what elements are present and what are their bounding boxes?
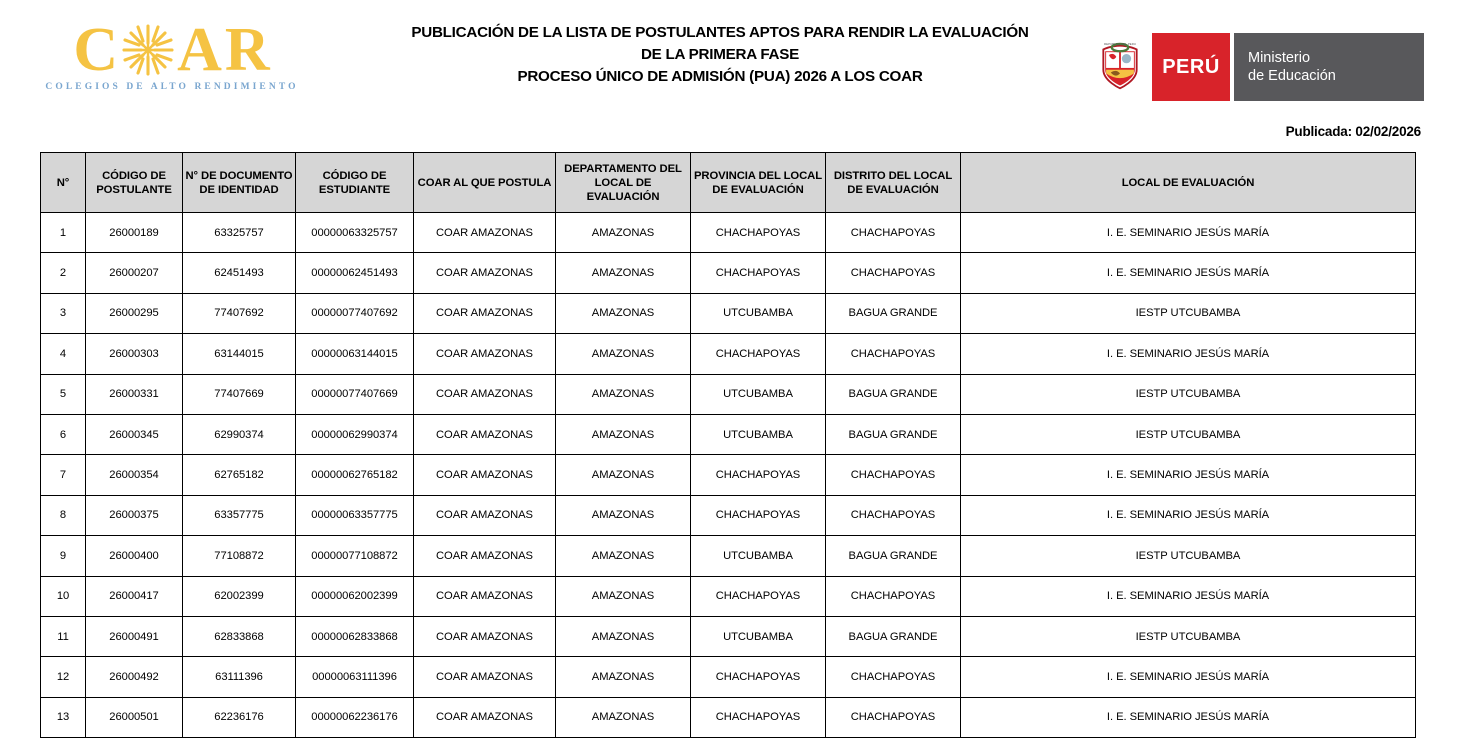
cell-provincia: CHACHAPOYAS (691, 657, 826, 697)
cell-codigo-estudiante: 00000063325757 (296, 213, 414, 253)
table-row (41, 455, 1416, 495)
cell-local-evaluacion: I. E. SEMINARIO JESÚS MARÍA (961, 657, 1416, 697)
cell-codigo-postulante: 26000400 (86, 536, 183, 576)
table-row (41, 657, 1416, 697)
cell-local-evaluacion: IESTP UTCUBAMBA (961, 616, 1416, 656)
cell-departamento: AMAZONAS (556, 576, 691, 616)
cell-distrito: BAGUA GRANDE (826, 536, 961, 576)
cell-codigo-estudiante: 00000062833868 (296, 616, 414, 656)
cell-distrito: BAGUA GRANDE (826, 414, 961, 454)
table-row (41, 697, 1416, 737)
cell-numero: 7 (41, 455, 86, 495)
cell-departamento: AMAZONAS (556, 414, 691, 454)
cell-local-evaluacion: IESTP UTCUBAMBA (961, 414, 1416, 454)
cell-numero: 5 (41, 374, 86, 414)
coar-letter-c: C (73, 16, 120, 84)
cell-departamento: AMAZONAS (556, 334, 691, 374)
cell-coar-postula: COAR AMAZONAS (414, 455, 556, 495)
cell-provincia: UTCUBAMBA (691, 616, 826, 656)
title-line-3: PROCESO ÚNICO DE ADMISIÓN (PUA) 2026 A LOS COAR (517, 68, 923, 85)
cell-numero: 11 (41, 616, 86, 656)
peru-label: PERÚ (1152, 33, 1230, 101)
cell-distrito: CHACHAPOYAS (826, 213, 961, 253)
cell-numero: 4 (41, 334, 86, 374)
cell-codigo-postulante: 26000295 (86, 293, 183, 333)
coar-wordmark (42, 16, 302, 84)
cell-provincia: UTCUBAMBA (691, 536, 826, 576)
cell-provincia: CHACHAPOYAS (691, 455, 826, 495)
cell-codigo-estudiante: 00000063357775 (296, 495, 414, 535)
cell-documento-identidad: 63144015 (183, 334, 296, 374)
page-header (0, 0, 1469, 118)
cell-documento-identidad: 62833868 (183, 616, 296, 656)
ministry-label (1234, 33, 1424, 101)
cell-codigo-estudiante: 00000063111396 (296, 657, 414, 697)
table-head (41, 153, 1416, 213)
table-row (41, 253, 1416, 293)
cell-codigo-estudiante: 00000077407669 (296, 374, 414, 414)
cell-codigo-estudiante: 00000062990374 (296, 414, 414, 454)
cell-provincia: CHACHAPOYAS (691, 697, 826, 737)
cell-local-evaluacion: I. E. SEMINARIO JESÚS MARÍA (961, 697, 1416, 737)
cell-local-evaluacion: I. E. SEMINARIO JESÚS MARÍA (961, 334, 1416, 374)
cell-local-evaluacion: IESTP UTCUBAMBA (961, 293, 1416, 333)
col-header-codigo-postulante: CÓDIGO DE POSTULANTE (86, 153, 183, 213)
cell-provincia: CHACHAPOYAS (691, 495, 826, 535)
cell-documento-identidad: 62236176 (183, 697, 296, 737)
cell-departamento: AMAZONAS (556, 253, 691, 293)
cell-coar-postula: COAR AMAZONAS (414, 414, 556, 454)
col-header-distrito: DISTRITO DEL LOCAL DE EVALUACIÓN (826, 153, 961, 213)
cell-codigo-postulante: 26000189 (86, 213, 183, 253)
cell-numero: 13 (41, 697, 86, 737)
col-header-documento-identidad: N° DE DOCUMENTO DE IDENTIDAD (183, 153, 296, 213)
cell-documento-identidad: 77407669 (183, 374, 296, 414)
coar-letter-r: R (224, 16, 271, 84)
cell-codigo-postulante: 26000354 (86, 455, 183, 495)
table-row (41, 213, 1416, 253)
cell-numero: 6 (41, 414, 86, 454)
cell-distrito: BAGUA GRANDE (826, 293, 961, 333)
ministry-line-1: Ministerio (1248, 50, 1311, 66)
cell-provincia: UTCUBAMBA (691, 414, 826, 454)
cell-departamento: AMAZONAS (556, 213, 691, 253)
cell-distrito: BAGUA GRANDE (826, 374, 961, 414)
svg-text:REPUBLICA DEL PERU: REPUBLICA DEL PERU (1103, 42, 1137, 47)
col-header-provincia: PROVINCIA DEL LOCAL DE EVALUACIÓN (691, 153, 826, 213)
table-row (41, 334, 1416, 374)
cell-departamento: AMAZONAS (556, 657, 691, 697)
cell-distrito: CHACHAPOYAS (826, 495, 961, 535)
cell-coar-postula: COAR AMAZONAS (414, 253, 556, 293)
cell-numero: 9 (41, 536, 86, 576)
cell-codigo-estudiante: 00000062765182 (296, 455, 414, 495)
cell-coar-postula: COAR AMAZONAS (414, 374, 556, 414)
cell-local-evaluacion: IESTP UTCUBAMBA (961, 536, 1416, 576)
cell-distrito: CHACHAPOYAS (826, 455, 961, 495)
cell-distrito: CHACHAPOYAS (826, 253, 961, 293)
cell-coar-postula: COAR AMAZONAS (414, 293, 556, 333)
col-header-coar-postula: COAR AL QUE POSTULA (414, 153, 556, 213)
cell-codigo-estudiante: 00000062002399 (296, 576, 414, 616)
cell-documento-identidad: 62002399 (183, 576, 296, 616)
cell-documento-identidad: 62451493 (183, 253, 296, 293)
cell-codigo-postulante: 26000501 (86, 697, 183, 737)
cell-local-evaluacion: I. E. SEMINARIO JESÚS MARÍA (961, 213, 1416, 253)
cell-provincia: CHACHAPOYAS (691, 334, 826, 374)
table-row (41, 374, 1416, 414)
coar-logo (42, 16, 302, 102)
cell-codigo-postulante: 26000345 (86, 414, 183, 454)
applicants-table (40, 152, 1416, 738)
cell-codigo-postulante: 26000207 (86, 253, 183, 293)
col-header-numero: N° (41, 153, 86, 213)
cell-coar-postula: COAR AMAZONAS (414, 536, 556, 576)
title-line-1: PUBLICACIÓN DE LA LISTA DE POSTULANTES APTOS PARA RENDIR LA EVALUACIÓN (411, 24, 1029, 41)
cell-codigo-estudiante: 00000077407692 (296, 293, 414, 333)
col-header-local-evaluacion: LOCAL DE EVALUACIÓN (961, 153, 1416, 213)
col-header-departamento: DEPARTAMENTO DEL LOCAL DE EVALUACIÓN (556, 153, 691, 213)
cell-codigo-postulante: 26000375 (86, 495, 183, 535)
table-row (41, 293, 1416, 333)
cell-distrito: CHACHAPOYAS (826, 657, 961, 697)
cell-departamento: AMAZONAS (556, 293, 691, 333)
table-body (41, 213, 1416, 738)
cell-codigo-postulante: 26000417 (86, 576, 183, 616)
cell-local-evaluacion: I. E. SEMINARIO JESÚS MARÍA (961, 576, 1416, 616)
cell-numero: 3 (41, 293, 86, 333)
cell-documento-identidad: 63325757 (183, 213, 296, 253)
table-row (41, 616, 1416, 656)
coar-tagline: COLEGIOS DE ALTO RENDIMIENTO (45, 82, 299, 92)
cell-codigo-estudiante: 00000063144015 (296, 334, 414, 374)
published-date: Publicada: 02/02/2026 (1285, 124, 1421, 139)
cell-provincia: CHACHAPOYAS (691, 253, 826, 293)
cell-documento-identidad: 62765182 (183, 455, 296, 495)
cell-numero: 2 (41, 253, 86, 293)
coar-letter-a: A (177, 16, 223, 84)
cell-departamento: AMAZONAS (556, 495, 691, 535)
cell-codigo-estudiante: 00000077108872 (296, 536, 414, 576)
cell-provincia: UTCUBAMBA (691, 293, 826, 333)
cell-local-evaluacion: I. E. SEMINARIO JESÚS MARÍA (961, 495, 1416, 535)
applicants-table-container (40, 152, 1415, 738)
cell-documento-identidad: 77108872 (183, 536, 296, 576)
table-row (41, 495, 1416, 535)
col-header-codigo-estudiante: CÓDIGO DE ESTUDIANTE (296, 153, 414, 213)
cell-numero: 8 (41, 495, 86, 535)
cell-distrito: CHACHAPOYAS (826, 334, 961, 374)
cell-coar-postula: COAR AMAZONAS (414, 616, 556, 656)
cell-distrito: BAGUA GRANDE (826, 616, 961, 656)
cell-codigo-postulante: 26000303 (86, 334, 183, 374)
cell-departamento: AMAZONAS (556, 374, 691, 414)
peru-coat-of-arms-icon (1092, 33, 1152, 101)
cell-provincia: CHACHAPOYAS (691, 576, 826, 616)
cell-local-evaluacion: I. E. SEMINARIO JESÚS MARÍA (961, 253, 1416, 293)
table-header-row (41, 153, 1416, 213)
ministry-line-2: de Educación (1248, 68, 1336, 84)
cell-documento-identidad: 63111396 (183, 657, 296, 697)
cell-documento-identidad: 77407692 (183, 293, 296, 333)
cell-departamento: AMAZONAS (556, 697, 691, 737)
cell-provincia: UTCUBAMBA (691, 374, 826, 414)
cell-codigo-postulante: 26000492 (86, 657, 183, 697)
cell-departamento: AMAZONAS (556, 536, 691, 576)
cell-distrito: CHACHAPOYAS (826, 697, 961, 737)
cell-departamento: AMAZONAS (556, 455, 691, 495)
cell-local-evaluacion: I. E. SEMINARIO JESÚS MARÍA (961, 455, 1416, 495)
cell-provincia: CHACHAPOYAS (691, 213, 826, 253)
cell-distrito: CHACHAPOYAS (826, 576, 961, 616)
cell-numero: 1 (41, 213, 86, 253)
page-title (350, 22, 1090, 88)
cell-numero: 10 (41, 576, 86, 616)
table-row (41, 576, 1416, 616)
cell-coar-postula: COAR AMAZONAS (414, 213, 556, 253)
title-line-2: DE LA PRIMERA FASE (640, 46, 800, 63)
cell-coar-postula: COAR AMAZONAS (414, 697, 556, 737)
minedu-logo (1092, 33, 1424, 101)
cell-coar-postula: COAR AMAZONAS (414, 657, 556, 697)
coar-sun-icon (121, 23, 175, 77)
cell-departamento: AMAZONAS (556, 616, 691, 656)
cell-codigo-estudiante: 00000062451493 (296, 253, 414, 293)
cell-documento-identidad: 63357775 (183, 495, 296, 535)
cell-numero: 12 (41, 657, 86, 697)
cell-codigo-estudiante: 00000062236176 (296, 697, 414, 737)
cell-codigo-postulante: 26000491 (86, 616, 183, 656)
cell-local-evaluacion: IESTP UTCUBAMBA (961, 374, 1416, 414)
cell-coar-postula: COAR AMAZONAS (414, 495, 556, 535)
table-row (41, 536, 1416, 576)
cell-coar-postula: COAR AMAZONAS (414, 576, 556, 616)
cell-codigo-postulante: 26000331 (86, 374, 183, 414)
cell-documento-identidad: 62990374 (183, 414, 296, 454)
cell-coar-postula: COAR AMAZONAS (414, 334, 556, 374)
table-row (41, 414, 1416, 454)
